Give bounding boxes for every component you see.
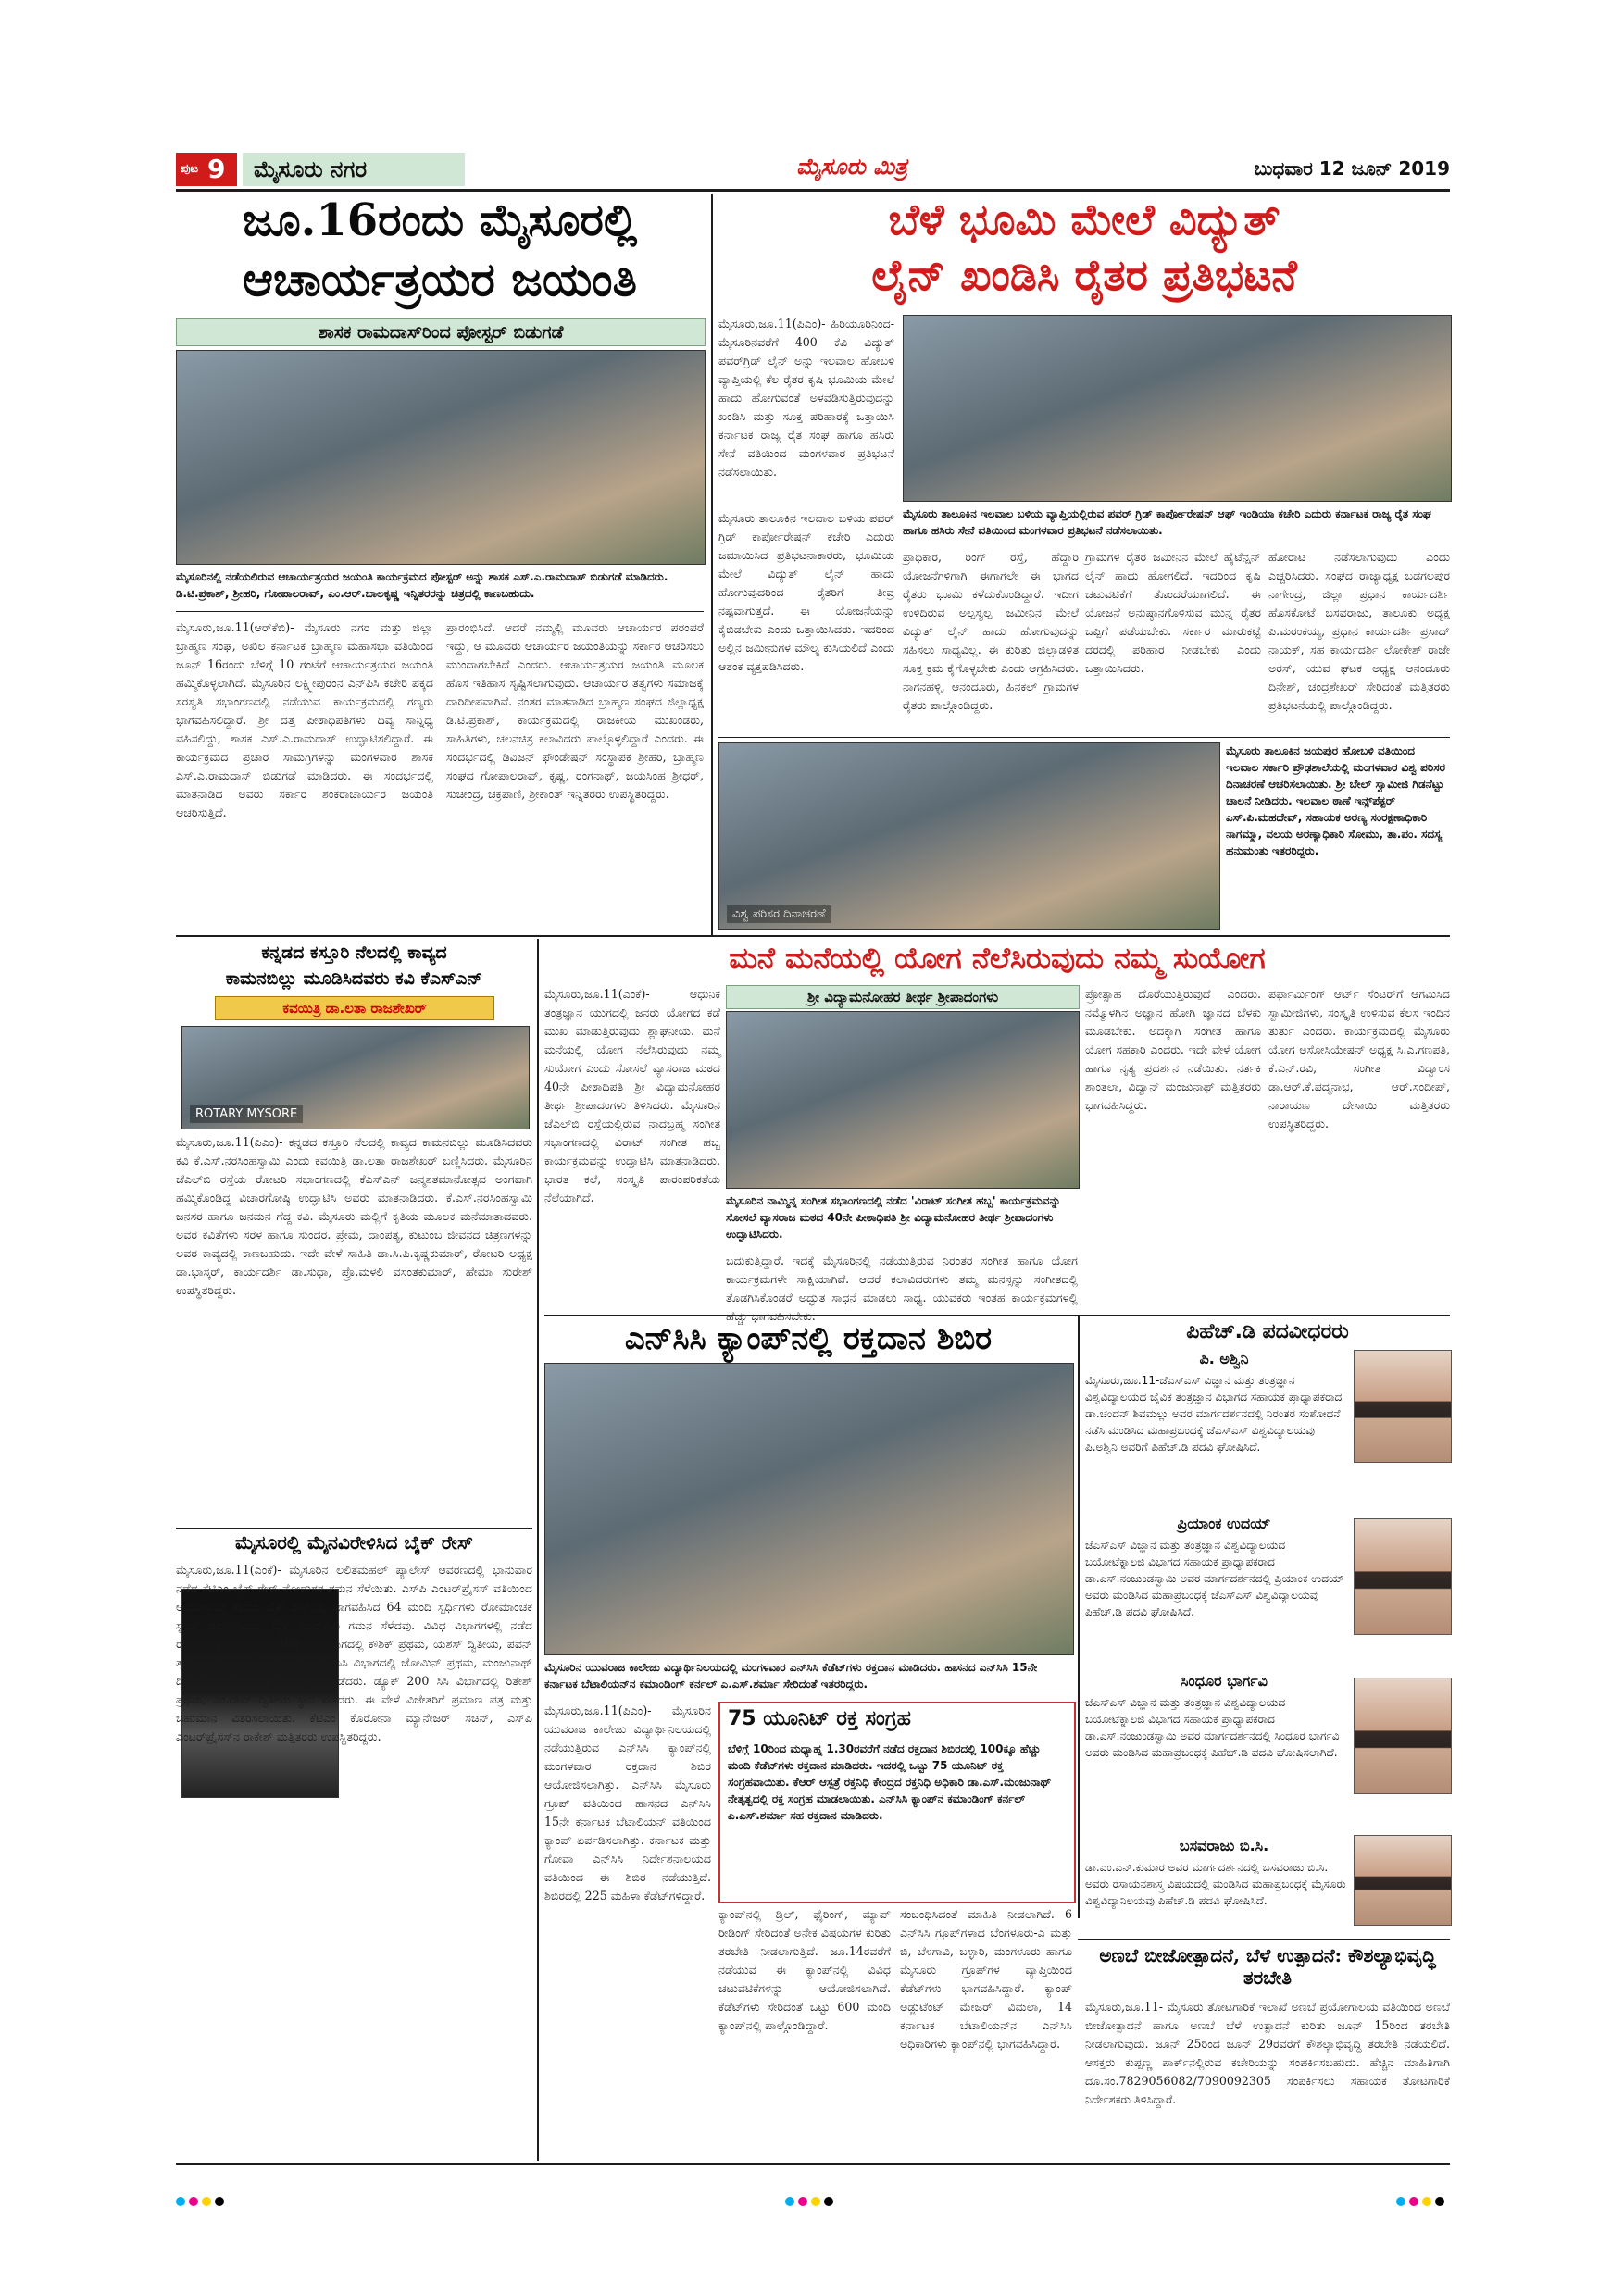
cyan-dot — [785, 2197, 794, 2206]
magenta-dot — [189, 2197, 198, 2206]
phd-name-1: ಪಿ. ಅಶ್ವಿನಿ — [1199, 1350, 1249, 1367]
story6-photo — [544, 1363, 1074, 1655]
story2-headline-line2: ಲೈನ್ ಖಂಡಿಸಿ ರೈತರ ಪ್ರತಿಭಟನೆ — [871, 250, 1297, 300]
school-item-photo — [718, 742, 1220, 930]
story2-body-col3: ಗ್ರಾಮಗಳ ರೈತರ ಜಮೀನಿನ ಮೇಲೆ ಹೈಟೆನ್ಷನ್ ಲೈನ್ ಹಾದು ಹೋಗಲಿದೆ. ಇದರಿಂದ ಕೃಷಿ ಚಟುವಟಿಕೆಗೆ ತೊಂದರೆಯಾಗಲಿದೆ. ಈ ಯೋಜನೆ ಅನುಷ್ಠಾನಗೊಳಿಸುವ ಮುನ್ನ ರೈತರ ಒಪ್ಪಿಗೆ ಪಡೆಯಬೇಕು. ಸರ್ಕಾರ ಮಾರುಕಟ್ಟೆ ದರದಲ್ಲಿ ಪರಿಹಾರ ನೀಡಬೇಕು ಎಂದು ಒತ್ತಾಯಿಸಿದರು. — [1085, 550, 1261, 675]
story6-headline: ಎನ್‌ಸಿಸಿ ಕ್ಯಾಂಪ್‌ನಲ್ಲಿ ರಕ್ತದಾನ ಶಿಬಿರ — [624, 1320, 993, 1357]
cyan-dot — [1396, 2197, 1405, 2206]
registration-marks-center — [785, 2192, 837, 2210]
lower-left-divider — [537, 939, 539, 2161]
story7-rule — [1078, 1939, 1450, 1940]
phd-text-1: ಮೈಸೂರು,ಜೂ.11-ಜೆಎಸ್‌ಎಸ್ ವಿಜ್ಞಾನ ಮತ್ತು ತಂತ್ರಜ್ಞಾನ ವಿಶ್ವವಿದ್ಯಾಲಯದ ಜೈವಿಕ ತಂತ್ರಜ್ಞಾನ ವಿಭಾಗದ ಸಹಾಯಕ ಪ್ರಾಧ್ಯಾಪಕರಾದ ಡಾ.ಚಂದನ್ ಶಿವಮಲ್ಲು ಅವರ ಮಾರ್ಗದರ್ಶನದಲ್ಲಿ ನಿರಂತರ ಸಂಶೋಧನೆ ನಡೆಸಿ ಮಂಡಿಸಿದ ಮಹಾಪ್ರಬಂಧಕ್ಕೆ ಜೆಎಸ್‌ಎಸ್ ವಿಶ್ವವಿದ್ಯಾಲಯವು ಪಿ.ಅಶ್ವಿನಿ ಅವರಿಗೆ ಪಿಹೆಚ್.ಡಿ ಪದವಿ ಘೋಷಿಸಿದೆ. — [1085, 1374, 1343, 1454]
cyan-dot — [176, 2197, 185, 2206]
issue-date: ಬುಧವಾರ 12 ಜೂನ್ 2019 — [1254, 157, 1450, 180]
school-item-rule — [718, 737, 1450, 738]
story6-body-col1: ಮೈಸೂರು,ಜೂ.11(ಪಿಎಂ)- ಮೈಸೂರಿನ ಯುವರಾಜ ಕಾಲೇಜು ವಿದ್ಯಾರ್ಥಿನಿಲಯದಲ್ಲಿ ನಡೆಯುತ್ತಿರುವ ಎನ್‌ಸಿಸಿ ಕ್ಯಾಂಪ್‌ನಲ್ಲಿ ಮಂಗಳವಾರ ರಕ್ತದಾನ ಶಿಬಿರ ಆಯೋಜಿಸಲಾಗಿತ್ತು. ಎನ್‌ಸಿಸಿ ಮೈಸೂರು ಗ್ರೂಪ್ ವತಿಯಿಂದ ಹಾಸನದ ಎನ್‌ಸಿಸಿ 15ನೇ ಕರ್ನಾಟಕ ಬೆಟಾಲಿಯನ್ ವತಿಯಿಂದ ಕ್ಯಾಂಪ್ ಏರ್ಪಡಿಸಲಾಗಿತ್ತು. ಕರ್ನಾಟಕ ಮತ್ತು ಗೋವಾ ಎನ್‌ಸಿಸಿ ನಿರ್ದೇಶನಾಲಯದ ವತಿಯಿಂದ ಈ ಶಿಬಿರ ನಡೆಯುತ್ತಿದೆ. ಶಿಬಿರದಲ್ಲಿ 225 ಮಹಿಳಾ ಕೆಡೆಟ್‌ಗಳಿದ್ದಾರೆ. — [544, 1703, 711, 1903]
phd-photo-1 — [1354, 1350, 1452, 1463]
story1-rule — [176, 611, 704, 612]
phd-photo-3 — [1354, 1678, 1452, 1794]
page-number: 9 — [207, 154, 226, 184]
story5-body-col4: ಪರ್ಫಾರ್ಮಿಂಗ್ ಆರ್ಟ್ ಸೆಂಟರ್‌ಗೆ ಆಗಮಿಸಿದ ಸ್ವಾಮೀಜಿಗಳು, ಸಂಸ್ಕೃತಿ ಉಳಿಸುವ ಕೆಲಸ ಇಂದಿನ ತುರ್ತು ಎಂದರು. ಕಾರ್ಯಕ್ರಮದಲ್ಲಿ ಮೈಸೂರು ಯೋಗ ಅಸೋಸಿಯೇಷನ್ ಅಧ್ಯಕ್ಷ ಸಿ.ಎ.ಗಣಪತಿ, ಕೆ.ಎನ್.ರವಿ, ಸಂಗೀತ ವಿದ್ವಾಂಸ ಡಾ.ಆರ್.ಕೆ.ಪದ್ಮನಾಭ, ಆರ್.ಸಂದೀಪ್, ನಾರಾಯಣ ದೇಸಾಯಿ ಮತ್ತಿತರರು ಉಪಸ್ಥಿತರಿದ್ದರು. — [1268, 987, 1450, 1130]
story1-body-col1: ಮೈಸೂರು,ಜೂ.11(ಆರ್‌ಕೆಬಿ)- ಮೈಸೂರು ನಗರ ಮತ್ತು ಜಿಲ್ಲಾ ಬ್ರಾಹ್ಮಣ ಸಂಘ, ಅಖಿಲ ಕರ್ನಾಟಕ ಬ್ರಾಹ್ಮಣ ಮಹಾಸಭಾ ವತಿಯಿಂದ ಜೂನ್ 16ರಂದು ಬೆಳಿಗ್ಗೆ 10 ಗಂಟೆಗೆ ಆಚಾರ್ಯತ್ರಯರ ಜಯಂತಿ ಹಮ್ಮಿಕೊಳ್ಳಲಾಗಿದೆ. ಮೈಸೂರಿನ ಲಕ್ಷ್ಮೀಪುರಂನ ಎನ್‌ಪಿಸಿ ಕಚೇರಿ ಪಕ್ಕದ ಸರಸ್ವತಿ ಸಭಾಂಗಣದಲ್ಲಿ ನಡೆಯುವ ಕಾರ್ಯಕ್ರಮದಲ್ಲಿ ಗಣ್ಯರು ಭಾಗವಹಿಸಲಿದ್ದಾರೆ. ಶ್ರೀ ದತ್ತ ಪೀಠಾಧಿಪತಿಗಳು ದಿವ್ಯ ಸಾನ್ನಿಧ್ಯ ವಹಿಸಲಿದ್ದು, ಶಾಸಕ ಎಸ್.ಎ.ರಾಮದಾಸ್ ಉದ್ಘಾಟಿಸಲಿದ್ದಾರೆ. ಈ ಕಾರ್ಯಕ್ರಮದ ಪ್ರಚಾರ ಸಾಮಗ್ರಿಗಳನ್ನು ಮಂಗಳವಾರ ಶಾಸಕ ಎಸ್.ಎ.ರಾಮದಾಸ್ ಬಿಡುಗಡೆ ಮಾಡಿದರು. ಈ ಸಂದರ್ಭದಲ್ಲಿ ಮಾತನಾಡಿದ ಅವರು ಸರ್ಕಾರ ಶಂಕರಾಚಾರ್ಯರ ಜಯಂತಿ ಆಚರಿಸುತ್ತಿದೆ. — [176, 620, 433, 819]
phd-divider — [1078, 1316, 1080, 1918]
phd-text-2: ಜೆಎಸ್‌ಎಸ್ ವಿಜ್ಞಾನ ಮತ್ತು ತಂತ್ರಜ್ಞಾನ ವಿಶ್ವವಿದ್ಯಾಲಯದ ಬಯೋಟೆಕ್ನಾಲಜಿ ವಿಭಾಗದ ಸಹಾಯಕ ಪ್ರಾಧ್ಯಾಪಕರಾದ ಡಾ.ಎಸ್.ನಂಜುಂಡಸ್ವಾಮಿ ಅವರ ಮಾರ್ಗದರ್ಶನದಲ್ಲಿ ಪ್ರಿಯಾಂಕ ಉದಯ್ ಅವರು ಮಂಡಿಸಿದ ಮಹಾಪ್ರಬಂಧಕ್ಕೆ ಜೆಎಸ್‌ಎಸ್ ವಿಶ್ವವಿದ್ಯಾಲಯವು ಪಿಹೆಚ್.ಡಿ ಪದವಿ ಘೋಷಿಸಿದೆ. — [1085, 1539, 1344, 1618]
story5-caption: ಮೈಸೂರಿನ ನಾಮ್ಮಿನ್ನ ಸಂಗೀತ ಸಭಾಂಗಣದಲ್ಲಿ ನಡೆದ 'ವಿರಾಟ್ ಸಂಗೀತ ಹಬ್ಬ' ಕಾರ್ಯಕ್ರಮವನ್ನು ಸೋಸಲೆ ವ್ಯಾಸರಾಜ ಮಠದ 40ನೇ ಪೀಠಾಧಿಪತಿ ಶ್ರೀ ವಿದ್ಯಾಮನೋಹರ ತೀರ್ಥ ಶ್ರೀಪಾದಂಗಳು ಉದ್ಘಾಟಿಸಿದರು. — [726, 1194, 1061, 1241]
story1-subhead: ಶಾಸಕ ರಾಮದಾಸ್‌ರಿಂದ ಪೋಸ್ಟರ್ ಬಿಡುಗಡೆ — [176, 318, 706, 346]
school-item-banner: ವಿಶ್ವ ಪರಿಸರ ದಿನಾಚರಣೆ — [727, 905, 831, 923]
blood-collection-box — [718, 1702, 1076, 1903]
yellow-dot — [811, 2197, 820, 2206]
yellow-dot — [202, 2197, 211, 2206]
story6-body-col2: ಕ್ಯಾಂಪ್‌ನಲ್ಲಿ ಡ್ರಿಲ್, ಫೈರಿಂಗ್, ಮ್ಯಾಪ್ ರೀಡಿಂಗ್ ಸೇರಿದಂತೆ ಅನೇಕ ವಿಷಯಗಳ ಕುರಿತು ತರಬೇತಿ ನೀಡಲಾಗುತ್ತಿದೆ. ಜೂ.14ರವರೆಗೆ ನಡೆಯುವ ಈ ಕ್ಯಾಂಪ್‌ನಲ್ಲಿ ವಿವಿಧ ಚಟುವಟಿಕೆಗಳನ್ನು ಆಯೋಜಿಸಲಾಗಿದೆ. ಕೆಡೆಟ್‌ಗಳು ಸೇರಿದಂತೆ ಒಟ್ಟು 600 ಮಂದಿ ಕ್ಯಾಂಪ್‌ನಲ್ಲಿ ಪಾಲ್ಗೊಂಡಿದ್ದಾರೆ. — [718, 1907, 891, 2032]
story2-photo — [903, 315, 1452, 502]
story3-subhead: ಕವಯಿತ್ರಿ ಡಾ.ಲತಾ ರಾಜಶೇಖರ್ — [215, 996, 494, 1020]
story6-body-col3: ಸಂಬಂಧಿಸಿದಂತೆ ಮಾಹಿತಿ ನೀಡಲಾಗಿದೆ. 6 ಎನ್‌ಸಿಸಿ ಗ್ರೂಪ್‌ಗಳಾದ ಬೆಂಗಳೂರು-ಎ ಮತ್ತು ಬಿ, ಬೆಳಗಾವಿ, ಬಳ್ಳಾರಿ, ಮಂಗಳೂರು ಹಾಗೂ ಮೈಸೂರು ಗ್ರೂಪ್‌ಗಳ ವ್ಯಾಪ್ತಿಯಿಂದ ಕೆಡೆಟ್‌ಗಳು ಭಾಗವಹಿಸಿದ್ದಾರೆ. ಕ್ಯಾಂಪ್ ಅಡ್ಜುಟೆಂಟ್ ಮೇಜರ್ ವಿಮಲಾ, 14 ಕರ್ನಾಟಕ ಬೆಟಾಲಿಯನ್‌ನ ಎನ್‌ಸಿಸಿ ಅಧಿಕಾರಿಗಳು ಕ್ಯಾಂಪ್‌ನಲ್ಲಿ ಭಾಗವಹಿಸಿದ್ದಾರೆ. — [900, 1907, 1072, 2051]
magenta-dot — [798, 2197, 807, 2206]
story5-body-col2: ಬದುಕುತ್ತಿದ್ದಾರೆ. ಇದಕ್ಕೆ ಮೈಸೂರಿನಲ್ಲಿ ನಡೆಯುತ್ತಿರುವ ನಿರಂತರ ಸಂಗೀತ ಹಾಗೂ ಯೋಗ ಕಾರ್ಯಕ್ರಮಗಳೇ ಸಾಕ್ಷಿಯಾಗಿವೆ. ಆದರೆ ಕಲಾವಿದರುಗಳು ತಮ್ಮ ಮನಸ್ಸನ್ನು ಸಂಗೀತದಲ್ಲಿ ತೊಡಗಿಸಿಕೊಂಡರೆ ಅದ್ಭುತ ಸಾಧನೆ ಮಾಡಲು ಸಾಧ್ಯ. ಯುವಕರು ಇಂತಹ ಕಾರ್ಯಕ್ರಮಗಳಲ್ಲಿ — [726, 1254, 1078, 1304]
mid-page-rule — [176, 935, 1450, 937]
story2-body-col1: ಮೈಸೂರು ತಾಲೂಕಿನ ಇಲವಾಲ ಬಳಿಯ ಪವರ್ ಗ್ರಿಡ್ ಕಾರ್ಪೋರೇಷನ್ ಕಚೇರಿ ಎದುರು ಜಮಾಯಿಸಿದ ಪ್ರತಿಭಟನಾಕಾರರು, ಭೂಮಿಯ ಮೇಲೆ ವಿದ್ಯುತ್ ಲೈನ್ ಹಾದು ಹೋಗುವುದರಿಂದ ರೈತರಿಗೆ ತೀವ್ರ ನಷ್ಟವಾಗುತ್ತದೆ. ಈ ಯೋಜನೆಯನ್ನು ಕೈಬಿಡಬೇಕು ಎಂದು ಒತ್ತಾಯಿಸಿದರು. ಇದರಿಂದ ಅಲ್ಲಿನ ಜಮೀನುಗಳ ಮೌಲ್ಯ ಕುಸಿಯಲಿದೆ ಎಂದು ಆತಂಕ ವ್ಯಕ್ತಪಡಿಸಿದರು. — [718, 511, 894, 673]
story1-photo — [176, 350, 706, 565]
story3-body: ಮೈಸೂರು,ಜೂ.11(ಪಿಎಂ)- ಕನ್ನಡದ ಕಸ್ತೂರಿ ನೆಲದಲ್ಲಿ ಕಾವ್ಯದ ಕಾಮನಬಿಲ್ಲು ಮೂಡಿಸಿದವರು ಕವಿ ಕೆ.ಎಸ್.ನರಸಿಂಹಸ್ವಾಮಿ ಎಂದು ಕವಯಿತ್ರಿ ಡಾ.ಲತಾ ರಾಜಶೇಖರ್ ಬಣ್ಣಿಸಿದರು. ಮೈಸೂರಿನ ಜೆಎಲ್‌ಬಿ ರಸ್ತೆಯ ರೋಟರಿ ಸಭಾಂಗಣದಲ್ಲಿ ಕೆಎಸ್‌ಎನ್ ಜನ್ಮಶತಮಾನೋತ್ಸವ ಅಂಗವಾಗಿ ಹಮ್ಮಿಕೊಂಡಿದ್ದ ವಿಚಾರಗೋಷ್ಠಿ ಉದ್ಘಾಟಿಸಿ ಅವರು ಮಾತನಾಡಿದರು. ಕೆ.ಎಸ್.ನರಸಿಂಹಸ್ವಾಮಿ ಜನಸರ ಹಾಗೂ ಜನಮನ ಗೆದ್ದ ಕವಿ. ಮೈಸೂರು ಮಲ್ಲಿಗೆ ಕೃತಿಯ ಮೂಲಕ ಮನೆಮಾತಾದವರು. ಅವರ ಕವಿತೆಗಳು ಸರಳ ಹಾಗೂ ಸುಂದರ. ಪ್ರೇಮ, ದಾಂಪತ್ಯ, ಕುಟುಂಬ ಜೀವನದ ಚಿತ್ರಣಗಳನ್ನು ಅವರ ಕಾವ್ಯದಲ್ಲಿ ಕಾಣಬಹುದು. ಇದೇ ವೇಳೆ ಸಾಹಿತಿ ಡಾ.ಸಿ.ಪಿ.ಕೃಷ್ಣಕುಮಾರ್, ರೋಟರಿ ಅಧ್ಯಕ್ಷ ಡಾ.ಭಾಸ್ಕರ್, ಕಾರ್ಯದರ್ಶಿ ಡಾ.ಸುಧಾ, ಪ್ರೊ.ಮಳಲಿ ವಸಂತಕುಮಾರ್, ಹೇಮಾ ಸುರೇಶ್ ಉಪಸ್ಥಿತರಿದ್ದರು. — [176, 1135, 532, 1297]
story3-headline-line1: ಕನ್ನಡದ ಕಸ್ತೂರಿ ನೆಲದಲ್ಲಿ ಕಾವ್ಯದ — [261, 942, 447, 963]
phd-photo-2 — [1354, 1518, 1452, 1635]
phd-name-2: ಪ್ರಿಯಾಂಕ ಉದಯ್ — [1177, 1515, 1271, 1532]
story5-body-col1: ಮೈಸೂರು,ಜೂ.11(ಎಂಕೆ)- ಆಧುನಿಕ ತಂತ್ರಜ್ಞಾನ ಯುಗದಲ್ಲಿ ಜನರು ಯೋಗದ ಕಡೆ ಮುಖ ಮಾಡುತ್ತಿರುವುದು ಶ್ಲಾಘನೀಯ. ಮನೆ ಮನೆಯಲ್ಲಿ ಯೋಗ ನೆಲೆಸಿರುವುದು ನಮ್ಮ ಸುಯೋಗ ಎಂದು ಸೋಸಲೆ ವ್ಯಾಸರಾಜ ಮಠದ 40ನೇ ಪೀಠಾಧಿಪತಿ ಶ್ರೀ ವಿದ್ಯಾಮನೋಹರ ತೀರ್ಥ ಶ್ರೀಪಾದಂಗಳು ತಿಳಿಸಿದರು. ಮೈಸೂರಿನ ಜೆಎಲ್‌ಬಿ ರಸ್ತೆಯಲ್ಲಿರುವ ನಾದಬ್ರಹ್ಮ ಸಂಗೀತ ಸಭಾಂಗಣದಲ್ಲಿ ವಿರಾಟ್ ಸಂಗೀತ ಹಬ್ಬ ಕಾರ್ಯಕ್ರಮವನ್ನು ಉದ್ಘಾಟಿಸಿ ಮಾತನಾಡಿದರು. ಭಾರತ ಕಲೆ, ಸಂಸ್ಕೃತಿ ಪಾರಂಪರಿಕತೆಯ ನೆಲೆಯಾಗಿದೆ. — [544, 987, 720, 1204]
registration-marks-left — [176, 2192, 228, 2210]
story5-photo — [726, 1011, 1080, 1189]
black-dot — [215, 2197, 224, 2206]
story6-rule — [544, 1315, 1450, 1316]
paper-name: ಮೈಸೂರು ಮಿತ್ರ — [796, 154, 907, 180]
story3-photo — [181, 1026, 530, 1129]
story3-headline-line2: ಕಾಮನಬಿಲ್ಲು ಮೂಡಿಸಿದವರು ಕವಿ ಕೆಎಸ್‌ಎನ್ — [225, 968, 483, 989]
footer-rule — [176, 2163, 1450, 2165]
section-label: ಮೈಸೂರು ನಗರ — [254, 156, 368, 182]
page-label: ಪುಟ — [181, 162, 199, 176]
story1-body-col2: ಪ್ರಾರಂಭಿಸಿದೆ. ಆದರೆ ನಮ್ಮಲ್ಲಿ ಮೂವರು ಆಚಾರ್ಯರ ಪರಂಪರೆ ಇದ್ದು, ಆ ಮೂವರು ಆಚಾರ್ಯರ ಜಯಂತಿಯನ್ನು ಸರ್ಕಾರ ಆಚರಿಸಲು ಮುಂದಾಗಬೇಕಿದೆ ಎಂದರು. ಆಚಾರ್ಯತ್ರಯರ ಜಯಂತಿ ಮೂಲಕ ಹೊಸ ಇತಿಹಾಸ ಸೃಷ್ಟಿಸಲಾಗುವುದು. ಆಚಾರ್ಯರ ತತ್ವಗಳು ಸಮಾಜಕ್ಕೆ ದಾರಿದೀಪವಾಗಿವೆ. ನಂತರ ಮಾತನಾಡಿದ ಬ್ರಾಹ್ಮಣ ಸಂಘದ ಜಿಲ್ಲಾಧ್ಯಕ್ಷ ಡಿ.ಟಿ.ಪ್ರಕಾಶ್, ಕಾರ್ಯಕ್ರಮದಲ್ಲಿ ರಾಜಕೀಯ ಮುಖಂಡರು, ಸಾಹಿತಿಗಳು, ಚಲನಚಿತ್ರ ಕಲಾವಿದರು ಪಾಲ್ಗೊಳ್ಳಲಿದ್ದಾರೆ ಎಂದರು. ಈ ಸಂದರ್ಭದಲ್ಲಿ ಡಿವಿಜನ್ ಫೌಂಡೇಷನ್ ಸಂಸ್ಥಾಪಕ ಶ್ರೀಹರಿ, ಬ್ರಾಹ್ಮಣ ಸಂಘದ ಗೋಪಾಲರಾವ್, ಕೃಷ್ಣ, ರಂಗನಾಥ್, ಜಯಸಿಂಹ ಶ್ರೀಧರ್, ಸುಚೀಂದ್ರ, ಚಕ್ರಪಾಣಿ, ಶ್ರೀಕಾಂತ್ ಇನ್ನಿತರರು ಉಪಸ್ಥಿತರಿದ್ದರು. — [446, 620, 704, 801]
story5-subhead: ಶ್ರೀ ವಿದ್ಯಾಮನೋಹರ ತೀರ್ಥ ಶ್ರೀಪಾದಂಗಳು — [726, 985, 1080, 1009]
phd-name-4: ಬಸವರಾಜು ಬಿ.ಸಿ. — [1179, 1837, 1269, 1854]
phd-text-4: ಡಾ.ಎಂ.ಎನ್.ಕುಮಾರ ಅವರ ಮಾರ್ಗದರ್ಶನದಲ್ಲಿ ಬಸವರಾಜು ಬಿ.ಸಿ. ಅವರು ರಸಾಯನಶಾಸ್ತ್ರ ವಿಷಯದಲ್ಲಿ ಮಂಡಿಸಿದ ಮಹಾಪ್ರಬಂಧಕ್ಕೆ ಮೈಸೂರು ವಿಶ್ವವಿದ್ಯಾನಿಲಯವು ಪಿಹೆಚ್.ಡಿ ಪದವಿ ಘೋಷಿಸಿದೆ. — [1085, 1861, 1346, 1907]
phd-text-3: ಜೆಎಸ್‌ಎಸ್ ವಿಜ್ಞಾನ ಮತ್ತು ತಂತ್ರಜ್ಞಾನ ವಿಶ್ವವಿದ್ಯಾಲಯದ ಬಯೋಟೆಕ್ನಾಲಜಿ ವಿಭಾಗದ ಸಹಾಯಕ ಪ್ರಾಧ್ಯಾಪಕರಾದ ಡಾ.ಎಸ್.ನಂಜುಂಡಸ್ವಾಮಿ ಅವರ ಮಾರ್ಗದರ್ಶನದಲ್ಲಿ ಸಿಂಧೂರ ಭಾರ್ಗವಿ ಅವರು ಮಂಡಿಸಿದ ಮಹಾಪ್ರಬಂಧಕ್ಕೆ ಪಿಹೆಚ್.ಡಿ ಪದವಿ ಘೋಷಿಸಲಾಗಿದೆ. — [1085, 1696, 1340, 1759]
story1-caption: ಮೈಸೂರಿನಲ್ಲಿ ನಡೆಯಲಿರುವ ಆಚಾರ್ಯತ್ರಯರ ಜಯಂತಿ ಕಾರ್ಯಕ್ರಮದ ಪೋಸ್ಟರ್ ಅನ್ನು ಶಾಸಕ ಎಸ್.ಎ.ರಾಮದಾಸ್ ಬಿಡುಗಡೆ ಮಾಡಿದರು. ಡಿ.ಟಿ.ಪ್ರಕಾಶ್, ಶ್ರೀಹರಿ, ಗೋಪಾಲರಾವ್, ಎಂ.ಆರ್.ಬಾಲಕೃಷ್ಣ ಇನ್ನಿತರರನ್ನು ಚಿತ್ರದಲ್ಲಿ ಕಾಣಬಹುದು. — [176, 570, 668, 600]
story3-photo-label: ROTARY MYSORE — [190, 1105, 303, 1123]
story4-headline: ಮೈಸೂರಲ್ಲಿ ಮೈನವಿರೇಳಿಸಿದ ಬೈಕ್ ರೇಸ್ — [235, 1531, 473, 1554]
column-divider — [711, 194, 713, 935]
story5-body-col3: ಪ್ರೋತ್ಸಾಹ ದೊರೆಯುತ್ತಿರುವುದೆ ಎಂದರು. ನಮ್ಮೊಳಗಿನ ಅಜ್ಞಾನ ಹೋಗಿ ಜ್ಞಾನದ ಬೆಳಕು ಮೂಡಬೇಕು. ಅದಕ್ಕಾಗಿ ಸಂಗೀತ ಹಾಗೂ ಯೋಗ ಸಹಕಾರಿ ಎಂದರು. ಇದೇ ವೇಳೆ ಯೋಗ ಹಾಗೂ ನೃತ್ಯ ಪ್ರದರ್ಶನ ನಡೆಯಿತು. ನರ್ತಕಿ ಶಾಂತಲಾ, ವಿದ್ವಾನ್ ಮಂಜುನಾಥ್ ಮತ್ತಿತರರು ಭಾಗವಹಿಸಿದ್ದರು. — [1085, 987, 1261, 1112]
story4-rule — [176, 1528, 532, 1529]
story6-caption: ಮೈಸೂರಿನ ಯುವರಾಜ ಕಾಲೇಜು ವಿದ್ಯಾರ್ಥಿನಿಲಯದಲ್ಲಿ ಮಂಗಳವಾರ ಎನ್‌ಸಿಸಿ ಕೆಡೆಟ್‌ಗಳು ರಕ್ತದಾನ ಮಾಡಿದರು. ಹಾಸನದ ಎನ್‌ಸಿಸಿ 15ನೇ ಕರ್ನಾಟಕ ಬೆಟಾಲಿಯನ್‌ನ ಕಮಾಂಡಿಂಗ್ ಕರ್ನಲ್ ಎ.ಎಸ್.ಶರ್ಮಾ ಸೇರಿದಂತೆ ಇತರರಿದ್ದರು. — [544, 1661, 1038, 1691]
story2-body-col4: ಹೋರಾಟ ನಡೆಸಲಾಗುವುದು ಎಂದು ಎಚ್ಚರಿಸಿದರು. ಸಂಘದ ರಾಜ್ಯಾಧ್ಯಕ್ಷ ಬಡಗಲಪುರ ನಾಗೇಂದ್ರ, ಜಿಲ್ಲಾ ಪ್ರಧಾನ ಕಾರ್ಯದರ್ಶಿ ಹೊಸಕೋಟೆ ಬಸವರಾಜು, ತಾಲೂಕು ಅಧ್ಯಕ್ಷ ಪಿ.ಮರಂಕಯ್ಯ, ಪ್ರಧಾನ ಕಾರ್ಯದರ್ಶಿ ಪ್ರಸಾದ್ ನಾಯಕ್, ಸಹ ಕಾರ್ಯದರ್ಶಿ ಲೋಕೇಶ್ ರಾಜೇ ಅರಸ್, ಯುವ ಘಟಕ ಅಧ್ಯಕ್ಷ ಆನಂದೂರು ದಿನೇಶ್, ಚಂದ್ರಶೇಖರ್ ಸೇರಿದಂತೆ ಮತ್ತಿತರರು ಪ್ರತಿಭಟನೆಯಲ್ಲಿ ಪಾಲ್ಗೊಂಡಿದ್ದರು. — [1268, 550, 1450, 712]
story1-headline-line2: ಆಚಾರ್ಯತ್ರಯರ ಜಯಂತಿ — [242, 252, 638, 306]
story5-headline: ಮನೆ ಮನೆಯಲ್ಲಿ ಯೋಗ ನೆಲೆಸಿರುವುದು ನಮ್ಮ ಸುಯೋಗ — [729, 941, 1266, 976]
story2-headline-line1: ಬೆಳೆ ಭೂಮಿ ಮೇಲೆ ವಿದ್ಯುತ್ — [888, 194, 1280, 244]
yellow-dot — [1422, 2197, 1431, 2206]
story1-headline-line1: ಜೂ.16ರಂದು ಮೈಸೂರಲ್ಲಿ — [242, 194, 638, 246]
story2-caption: ಮೈಸೂರು ತಾಲೂಕಿನ ಇಲವಾಲ ಬಳಿಯ ವ್ಯಾಪ್ತಿಯಲ್ಲಿರುವ ಪವರ್ ಗ್ರಿಡ್ ಕಾರ್ಪೋರೇಷನ್ ಆಫ್ ಇಂಡಿಯಾ ಕಚೇರಿ ಎದುರು ಕರ್ನಾಟಕ ರಾಜ್ಯ ರೈತ ಸಂಘ ಹಾಗೂ ಹಸಿರು ಸೇನೆ ವತಿಯಿಂದ ಮಂಗಳವಾರ ಪ್ರತಿಭಟನೆ ನಡೆಸಲಾಯಿತು. — [903, 507, 1431, 537]
story7-body: ಮೈಸೂರು,ಜೂ.11- ಮೈಸೂರು ತೋಟಗಾರಿಕೆ ಇಲಾಖೆ ಅಣಬೆ ಪ್ರಯೋಗಾಲಯ ವತಿಯಿಂದ ಅಣಬೆ ಬೀಜೋತ್ಪಾದನೆ ಹಾಗೂ ಅಣಬೆ ಬೆಳೆ ಉತ್ಪಾದನೆ ಕುರಿತು ಜೂನ್ 15ರಿಂದ ತರಬೇತಿ ನೀಡಲಾಗುವುದು. ಜೂನ್ 25ರಿಂದ ಜೂನ್ 29ರವರೆಗೆ ಕೌಶಲ್ಯಾಭಿವೃದ್ಧಿ ತರಬೇತಿ ನಡೆಯಲಿದೆ. ಆಸಕ್ತರು ಕುಪ್ಪಣ್ಣ ಪಾರ್ಕ್‌ನಲ್ಲಿರುವ ಕಚೇರಿಯನ್ನು ಸಂಪರ್ಕಿಸಬಹುದು. ಹೆಚ್ಚಿನ ಮಾಹಿತಿಗಾಗಿ ದೂ.ಸಂ.7829056082/7090092305 ಸಂಪರ್ಕಿಸಲು ಸಹಾಯಕ ತೋಟಗಾರಿಕೆ ನಿರ್ದೇಶಕರು ತಿಳಿಸಿದ್ದಾರೆ. — [1085, 2000, 1450, 2106]
registration-marks-right — [1396, 2192, 1448, 2210]
story2-body-col2: ಪ್ರಾಧಿಕಾರ, ರಿಂಗ್ ರಸ್ತೆ, ಹೆದ್ದಾರಿ ಯೋಜನೆಗಳಿಗಾಗಿ ಈಗಾಗಲೇ ಈ ಭಾಗದ ರೈತರು ಭೂಮಿ ಕಳೆದುಕೊಂಡಿದ್ದಾರೆ. ಇದೀಗ ಉಳಿದಿರುವ ಅಲ್ಪಸ್ವಲ್ಪ ಜಮೀನಿನ ಮೇಲೆ ವಿದ್ಯುತ್ ಲೈನ್ ಹಾದು ಹೋಗುವುದನ್ನು ಸಹಿಸಲು ಸಾಧ್ಯವಿಲ್ಲ. ಈ ಕುರಿತು ಜಿಲ್ಲಾಡಳಿತ ಸೂಕ್ತ ಕ್ರಮ ಕೈಗೊಳ್ಳಬೇಕು ಎಂದು ಆಗ್ರಹಿಸಿದರು. ನಾಗನಹಳ್ಳಿ, ಆನಂದೂರು, ಹಿನಕಲ್ ಗ್ರಾಮಗಳ ರೈತರು ಪಾಲ್ಗೊಂಡಿದ್ದರು. — [903, 550, 1079, 712]
phd-title: ಪಿಹೆಚ್.ಡಿ ಪದವೀಧರರು — [1186, 1320, 1349, 1343]
school-item-caption: ಮೈಸೂರು ತಾಲೂಕಿನ ಜಯಪುರ ಹೋಬಳಿ ವತಿಯಿಂದ ಇಲವಾಲ ಸರ್ಕಾರಿ ಪ್ರೌಢಶಾಲೆಯಲ್ಲಿ ಮಂಗಳವಾರ ವಿಶ್ವ ಪರಿಸರ ದಿನಾಚರಣೆ ಆಚರಿಸಲಾಯಿತು. ಶ್ರೀ ಬೇಲ್ ಸ್ವಾಮೀಜಿ ಗಿಡನೆಟ್ಟು ಚಾಲನೆ ನೀಡಿದರು. ಇಲವಾಲ ಠಾಣೆ ಇನ್ಸ್‌ಪೆಕ್ಟರ್ ಎಸ್.ಪಿ.ಮಹದೇವ್, ಸಹಾಯಕ ಅರಣ್ಯ ಸಂರಕ್ಷಣಾಧಿಕಾರಿ ನಾಗಮ್ಮಾ, ವಲಯ ಅರಣ್ಯಾಧಿಕಾರಿ ಸೋಮು, ತಾ.ಪಂ. ಸದಸ್ಯ ಹನುಮಂತು ಇತರರಿದ್ದರು. — [1226, 744, 1445, 857]
story2-intro: ಮೈಸೂರು,ಜೂ.11(ಪಿಎಂ)- ಹಿರಿಯೂರಿನಿಂದ-ಮೈಸೂರಿನವರೆಗೆ 400 ಕೆವಿ ವಿದ್ಯುತ್ ಪವರ್‌ಗ್ರಿಡ್ ಲೈನ್ ಅನ್ನು ಇಲವಾಲ ಹೋಬಳಿ ವ್ಯಾಪ್ತಿಯಲ್ಲಿ ಕೆಲ ರೈತರ ಕೃಷಿ ಭೂಮಿಯ ಮೇಲೆ ಹಾದು ಹೋಗುವಂತೆ ಅಳವಡಿಸುತ್ತಿರುವುದನ್ನು ಖಂಡಿಸಿ ಮತ್ತು ಸೂಕ್ತ ಪರಿಹಾರಕ್ಕೆ ಒತ್ತಾಯಿಸಿ ಕರ್ನಾಟಕ ರಾಜ್ಯ ರೈತ ಸಂಘ ಹಾಗೂ ಹಸಿರು ಸೇನೆ ವತಿಯಿಂದ ಮಂಗಳವಾರ ಪ್ರತಿಭಟನೆ ನಡೆಸಲಾಯಿತು. — [718, 317, 894, 479]
black-dot — [824, 2197, 833, 2206]
phd-photo-4 — [1354, 1835, 1452, 1926]
story7-headline: ಅಣಬೆ ಬೀಜೋತ್ಪಾದನೆ, ಬೆಳೆ ಉತ್ಪಾದನೆ: ಕೌಶಲ್ಯಾಭಿವೃದ್ಧಿ ತರಬೇತಿ — [1099, 1944, 1436, 1989]
masthead-rule — [176, 189, 1450, 192]
story4-body: ಮೈಸೂರು,ಜೂ.11(ಎಂಕೆ)- ಮೈಸೂರಿನ ಲಲಿತಮಹಲ್ ಪ್ಯಾಲೇಸ್ ಆವರಣದಲ್ಲಿ ಭಾನುವಾರ ನಡೆದ ಕೆಟಿಎಂ ಬೈಕ್ ರೇಸ್ ನೋಡುಗರ ಗಮನ ಸೆಳೆಯಿತು. ಎಸ್‌ಪಿ ಎಂಟರ್‌ಪ್ರೈಸಸ್ ವತಿಯಿಂದ ಆಯೋಜಿಸಿದ್ದ ಕೆಟಿಎಂ ಬೈಕ್ ರೇಸ್‌ನಲ್ಲಿ ಭಾಗವಹಿಸಿದ 64 ಮಂದಿ ಸ್ಪರ್ಧಿಗಳು ರೋಮಾಂಚಕ ಸ್ಟಂಟ್ ಪ್ರದರ್ಶಿಸಿದರು. ಬೈಕ್ ಸ್ಟಂಟ್‌ಗಳು ಗಮನ ಸೆಳೆದವು. ವಿವಿಧ ವಿಭಾಗಗಳಲ್ಲಿ ನಡೆದ ರೇಸ್‌ನಲ್ಲಿ ಕೆಟಿಎಂ ಡ್ಯೂಕ್ 390 ಸಿಸಿ ವಿಭಾಗದಲ್ಲಿ ಕೌಶಿಕ್ ಪ್ರಥಮ, ಯಶಸ್ ದ್ವಿತೀಯ, ಪವನ್ ತೃತೀಯ ಸ್ಥಾನ ಪಡೆದರು. ಡ್ಯೂಕ್ 250 ಸಿಸಿ ವಿಭಾಗದಲ್ಲಿ ಜೋಮಿನ್ ಪ್ರಥಮ, ಮಂಜುನಾಥ್ ದ್ವಿತೀಯ, ಎ.ವಿಶಾಲ್ ತೃತೀಯ ಸ್ಥಾನ ಪಡೆದರು. ಡ್ಯೂಕ್ 200 ಸಿಸಿ ವಿಭಾಗದಲ್ಲಿ ರಿತೇಶ್ ಪ್ರಥಮ, ಎಂ.ದೇವ್ ದ್ವಿತೀಯ ಸ್ಥಾನ ಪಡೆದರು. ಈ ವೇಳೆ ವಿಜೇತರಿಗೆ ಪ್ರಮಾಣ ಪತ್ರ ಮತ್ತು ಬಹುಮಾನ ವಿತರಿಸಲಾಯಿತು. ಕೆಟಿಎಂ ಕೊರೋನಾ ಮ್ಯಾನೇಜರ್ ಸಚಿನ್, ಎಸ್‌ಪಿ ಎಂಟರ್‌ಪ್ರೈಸಸ್‌ನ ರಾಕೇಶ್ ಮತ್ತಿತರರು ಉಪಸ್ಥಿತರಿದ್ದರು. — [176, 1563, 532, 1743]
phd-name-3: ಸಿಂಧೂರ ಭಾರ್ಗವಿ — [1180, 1672, 1268, 1690]
page-number-badge — [176, 153, 237, 186]
blood-box-title: 75 ಯೂನಿಟ್ ರಕ್ತ ಸಂಗ್ರಹ — [728, 1707, 911, 1730]
section-name — [243, 153, 465, 186]
black-dot — [1435, 2197, 1444, 2206]
blood-box-text: ಬೆಳಿಗ್ಗೆ 10ರಿಂದ ಮಧ್ಯಾಹ್ನ 1.30ರವರೆಗೆ ನಡೆದ ರಕ್ತದಾನ ಶಿಬಿರದಲ್ಲಿ 100ಕ್ಕೂ ಹೆಚ್ಚು ಮಂದಿ ಕೆಡೆಟ್‌ಗಳು ರಕ್ತದಾನ ಮಾಡಿದರು. ಇದರಲ್ಲಿ ಒಟ್ಟು 75 ಯೂನಿಟ್ ರಕ್ತ ಸಂಗ್ರಹವಾಯಿತು. ಕೆಆರ್ ಆಸ್ಪತ್ರೆ ರಕ್ತನಿಧಿ ಕೇಂದ್ರದ ರಕ್ತನಿಧಿ ಅಧಿಕಾರಿ ಡಾ.ಎಸ್.ಮಂಜುನಾಥ್ ನೇತೃತ್ವದಲ್ಲಿ ರಕ್ತ ಸಂಗ್ರಹ ಮಾಡಲಾಯಿತು. ಎನ್‌ಸಿಸಿ ಕ್ಯಾಂಪ್‌ನ ಕಮಾಂಡಿಂಗ್ ಕರ್ನಲ್ ಎ.ಎಸ್.ಶರ್ಮಾ ಸಹ ರಕ್ತದಾನ ಮಾಡಿದರು. — [728, 1742, 1052, 1822]
magenta-dot — [1409, 2197, 1418, 2206]
